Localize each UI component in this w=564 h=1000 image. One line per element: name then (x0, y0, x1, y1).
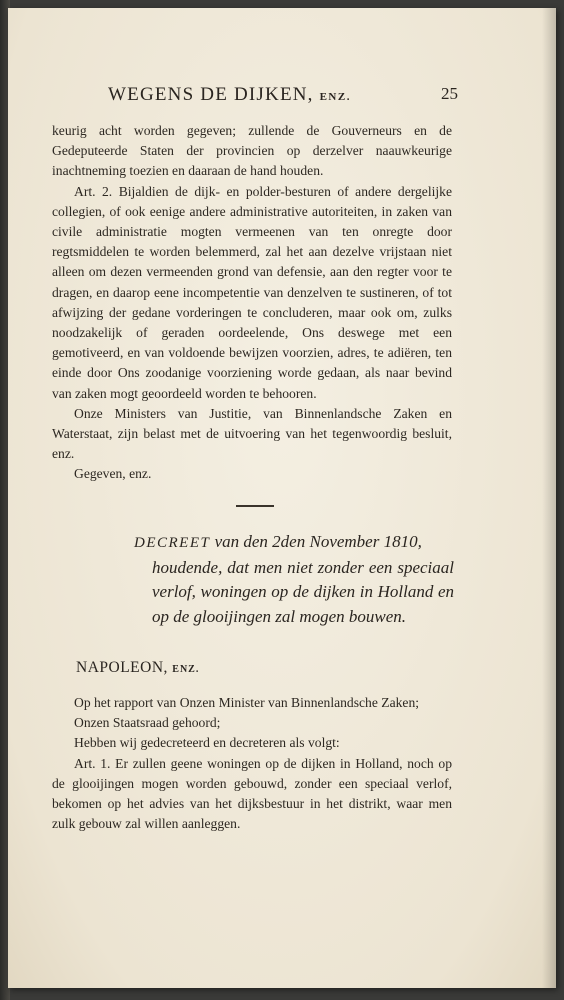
book-page (8, 8, 556, 988)
paragraph: Hebben wij gedecreteerd en decreteren als volgt: (74, 735, 340, 751)
page-edge-shadow (542, 8, 556, 988)
running-head-suffix: ENZ. (319, 91, 351, 103)
decree-description: houdende, dat men niet zonder een speciaal verlof, woningen op de dijken in Holland en op de glooijingen zal mogen bouwen. (152, 557, 454, 626)
decree-title (134, 530, 454, 629)
paragraph: Gegeven, enz. (74, 466, 152, 482)
text-block-article (52, 121, 452, 485)
text-block-decree (52, 693, 452, 834)
paragraph: Art. 1. Er zullen geene woningen op de dijken in Holland, noch op de glooijingen mogen worden gebouwd, zonder een speciaal verlof, bekomen op het advies van het dijksbestuur in het distrikt, waar men zulk gebouw zal willen aanleggen. (52, 755, 452, 832)
running-head-title: WEGENS DE DIJKEN, (108, 84, 314, 105)
decree-lead: DECREET (134, 535, 211, 551)
paragraph: Art. 2. Bijaldien de dijk- en polder-besturen of andere dergelijke collegien, of ook eenige andere administrative autoriteiten, in zaken van civile administratie mogten vermeenen van ten onregte door regtsmiddelen te worden belemmerd, zal het aan dezelve vrijstaan niet alleen om dezen vermeenden grond van defensie, aan den regter voor te dragen, en daarop eene incompetentie van denzelven te sustineren, of tot afwijzing der gedane vorderingen te concluderen, maar ook om, zulks noodzakelijk of geraden oordeelende, Ons deswege met een gemotiveerd, en van voldoende bewijzen voorzien, adres, te adiëren, ten einde door Ons zoodanige voorziening worde gedaan, als naar bevind van zaken mogt geoordeeld worden te behooren. (52, 183, 452, 401)
heading-suffix: ENZ. (172, 664, 200, 675)
section-divider (236, 505, 274, 507)
section-heading (76, 659, 199, 677)
decree-first-line: van den 2den November 1810, (214, 532, 422, 551)
paragraph: keurig acht worden gegeven; zullende de Gouverneurs en de Gedeputeerde Staten der provincien op derzelver naauwkeurige inachtneming toezien en daaraan de hand houden. (52, 123, 452, 179)
paragraph: Onzen Staatsraad gehoord; (74, 715, 221, 731)
paragraph: Onze Ministers van Justitie, van Binnenlandsche Zaken en Waterstaat, zijn belast met de uitvoering van het tegenwoordig besluit, enz. (52, 405, 452, 462)
running-head (108, 84, 458, 106)
heading-name: NAPOLEON, (76, 659, 168, 676)
paragraph: Op het rapport van Onzen Minister van Binnenlandsche Zaken; (74, 695, 420, 710)
page-number: 25 (441, 84, 458, 103)
